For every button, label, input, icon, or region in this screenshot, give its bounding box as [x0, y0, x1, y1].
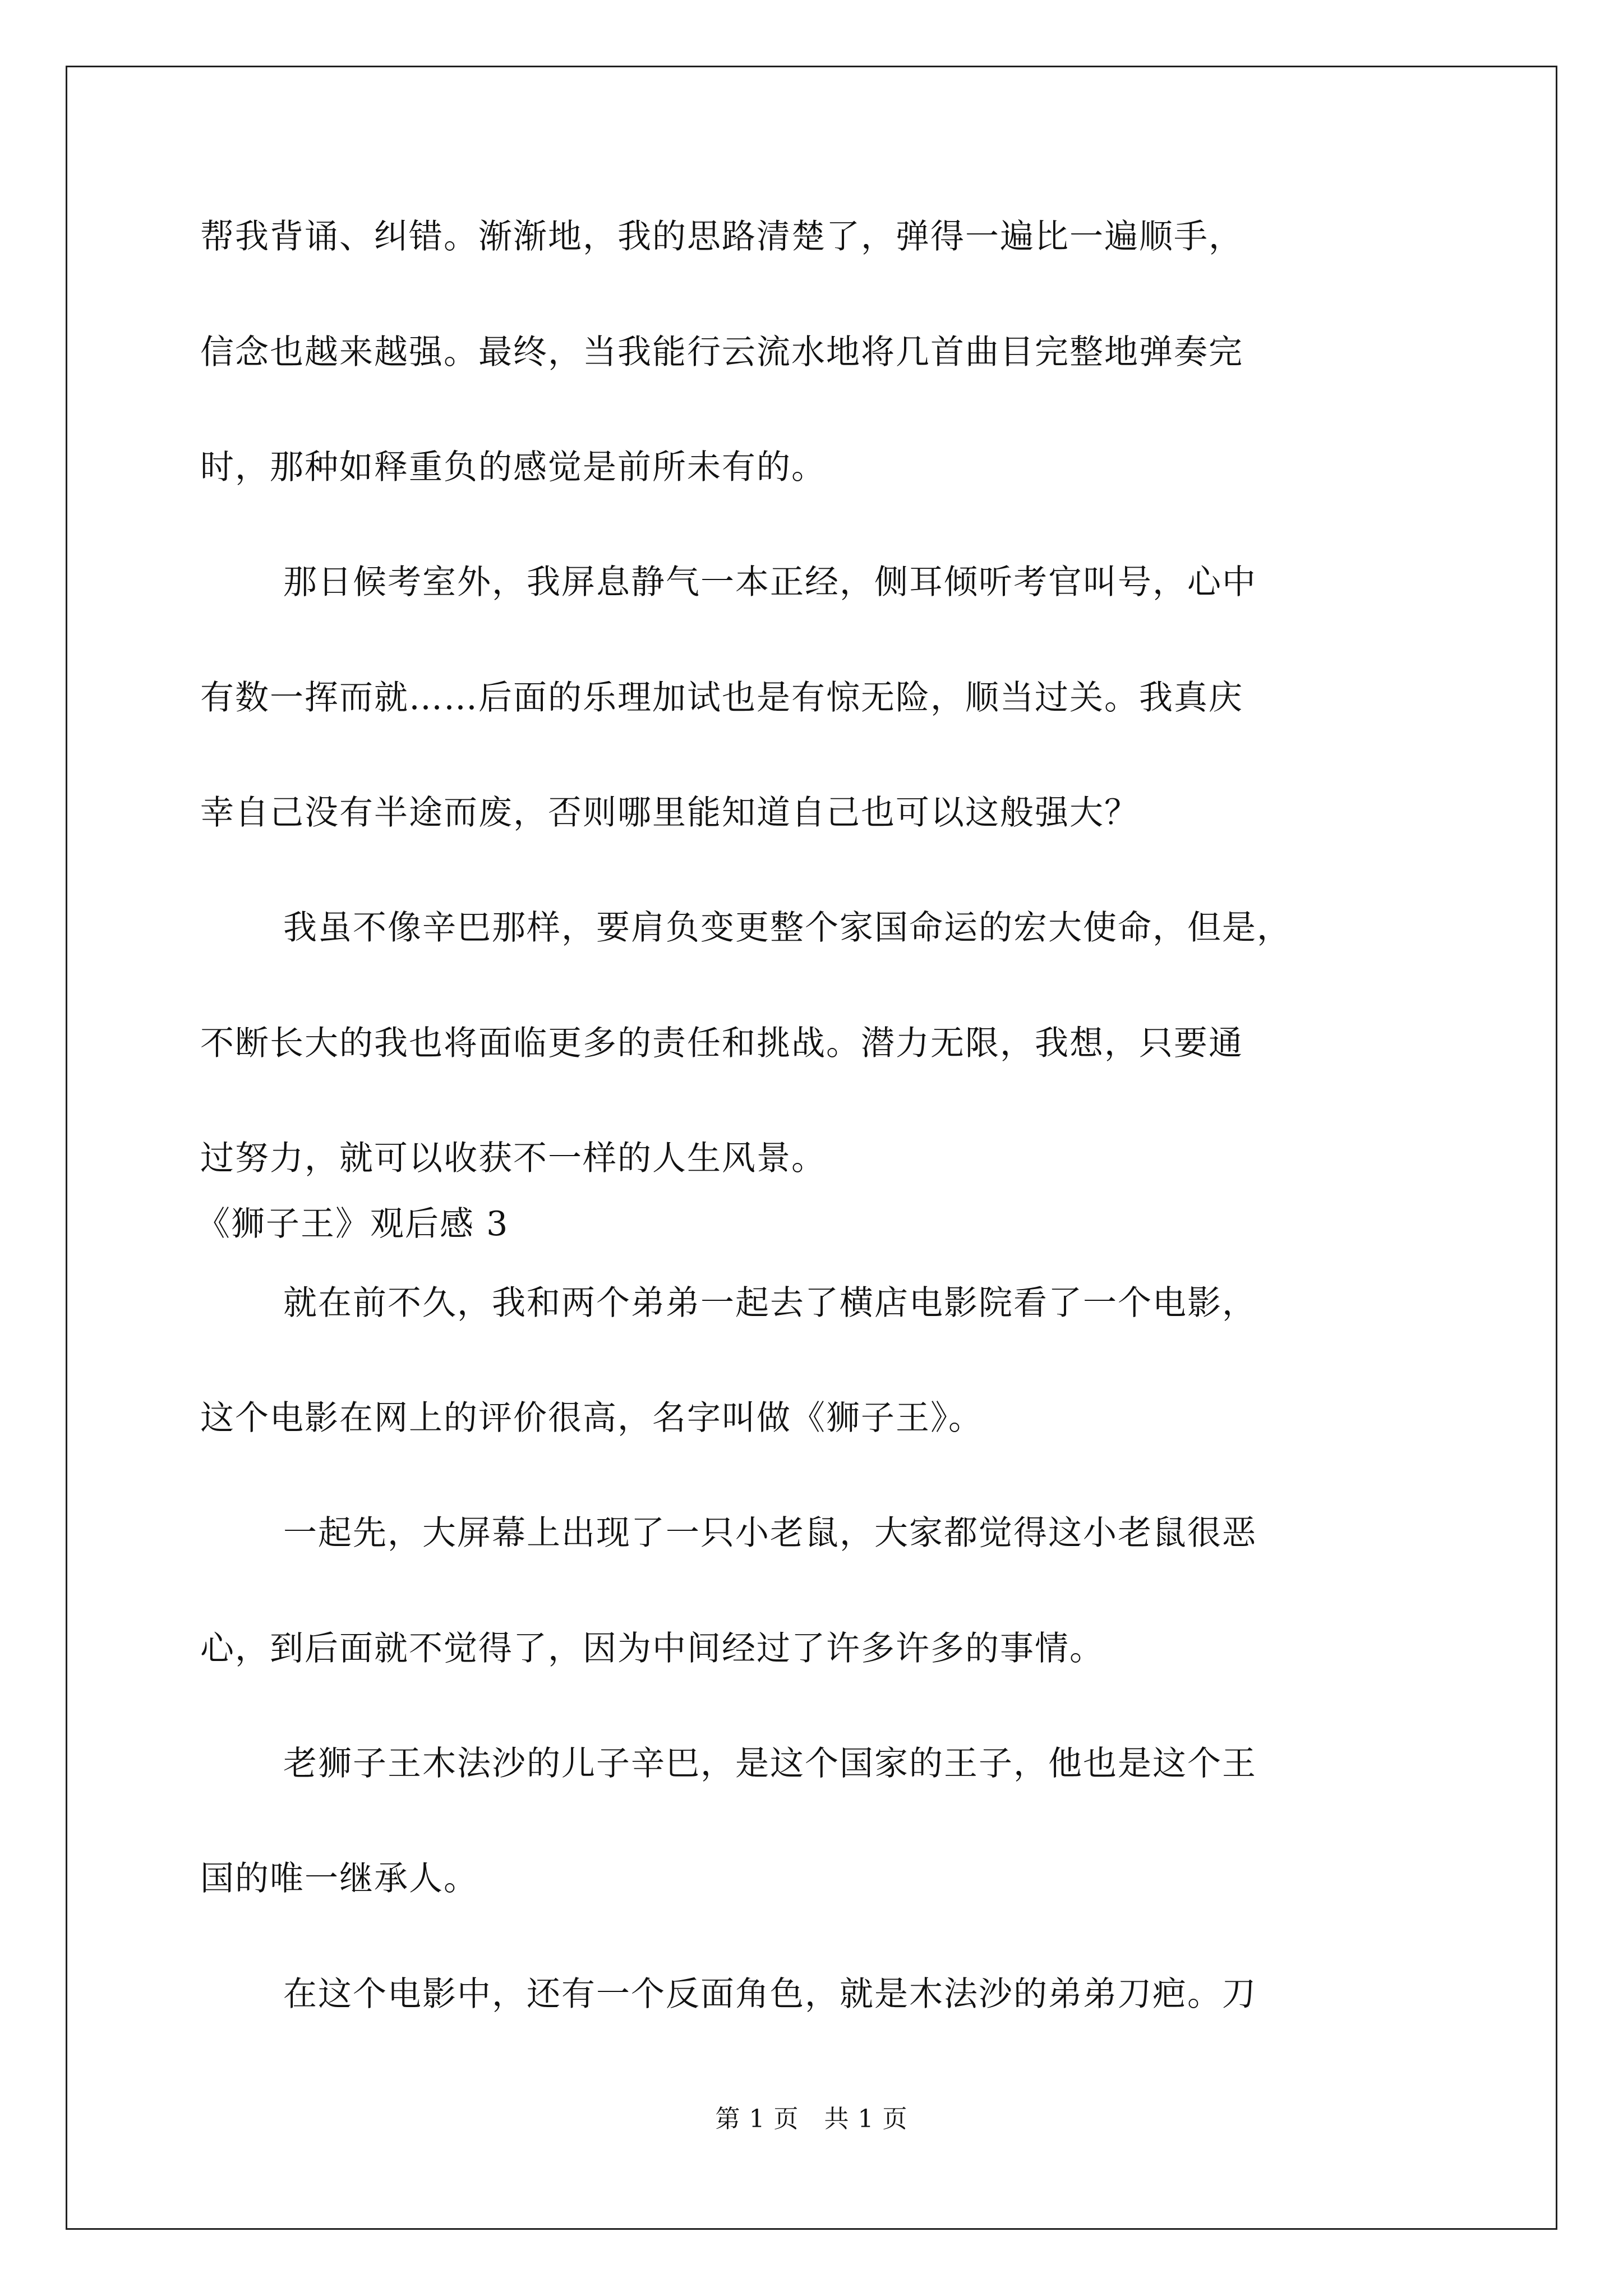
paragraph-first-line: 老狮子王木法沙的儿子辛巴，是这个国家的王子，他也是这个王: [283, 1744, 1257, 1783]
body-text-line: 国的唯一继承人。: [200, 1859, 478, 1898]
page-number-footer: 第 1 页 共 1 页: [715, 2105, 908, 2133]
body-text-line: 帮我背诵、纠错。渐渐地，我的思路清楚了，弹得一遍比一遍顺手，: [200, 217, 1243, 256]
body-text-line: 心，到后面就不觉得了，因为中间经过了许多许多的事情。: [200, 1629, 1104, 1668]
body-text-line: 信念也越来越强。最终，当我能行云流水地将几首曲目完整地弹奏完: [200, 333, 1243, 372]
body-text-line: 不断长大的我也将面临更多的责任和挑战。潜力无限，我想，只要通: [200, 1024, 1243, 1063]
section-heading: 《狮子王》观后感 3: [196, 1204, 509, 1244]
paragraph-first-line: 那日候考室外，我屏息静气一本正经，侧耳倾听考官叫号，心中: [283, 563, 1257, 602]
body-text-line: 时，那种如释重负的感觉是前所未有的。: [200, 448, 826, 487]
paragraph-first-line: 在这个电影中，还有一个反面角色，就是木法沙的弟弟刀疤。刀: [283, 1975, 1257, 2014]
paragraph-first-line: 一起先，大屏幕上出现了一只小老鼠，大家都觉得这小老鼠很恶: [283, 1513, 1257, 1553]
paragraph-first-line: 就在前不久，我和两个弟弟一起去了横店电影院看了一个电影，: [283, 1283, 1257, 1323]
body-text-line: 这个电影在网上的评价很高，名字叫做《狮子王》。: [200, 1398, 983, 1438]
paragraph-first-line: 我虽不像辛巴那样，要肩负变更整个家国命运的宏大使命，但是，: [283, 908, 1292, 947]
body-text-line: 有数一挥而就……后面的乐理加试也是有惊无险，顺当过关。我真庆: [200, 678, 1243, 717]
body-text-line: 过努力，就可以收获不一样的人生风景。: [200, 1139, 826, 1178]
body-text-line: 幸自己没有半途而废，否则哪里能知道自己也可以这般强大？: [200, 793, 1139, 832]
